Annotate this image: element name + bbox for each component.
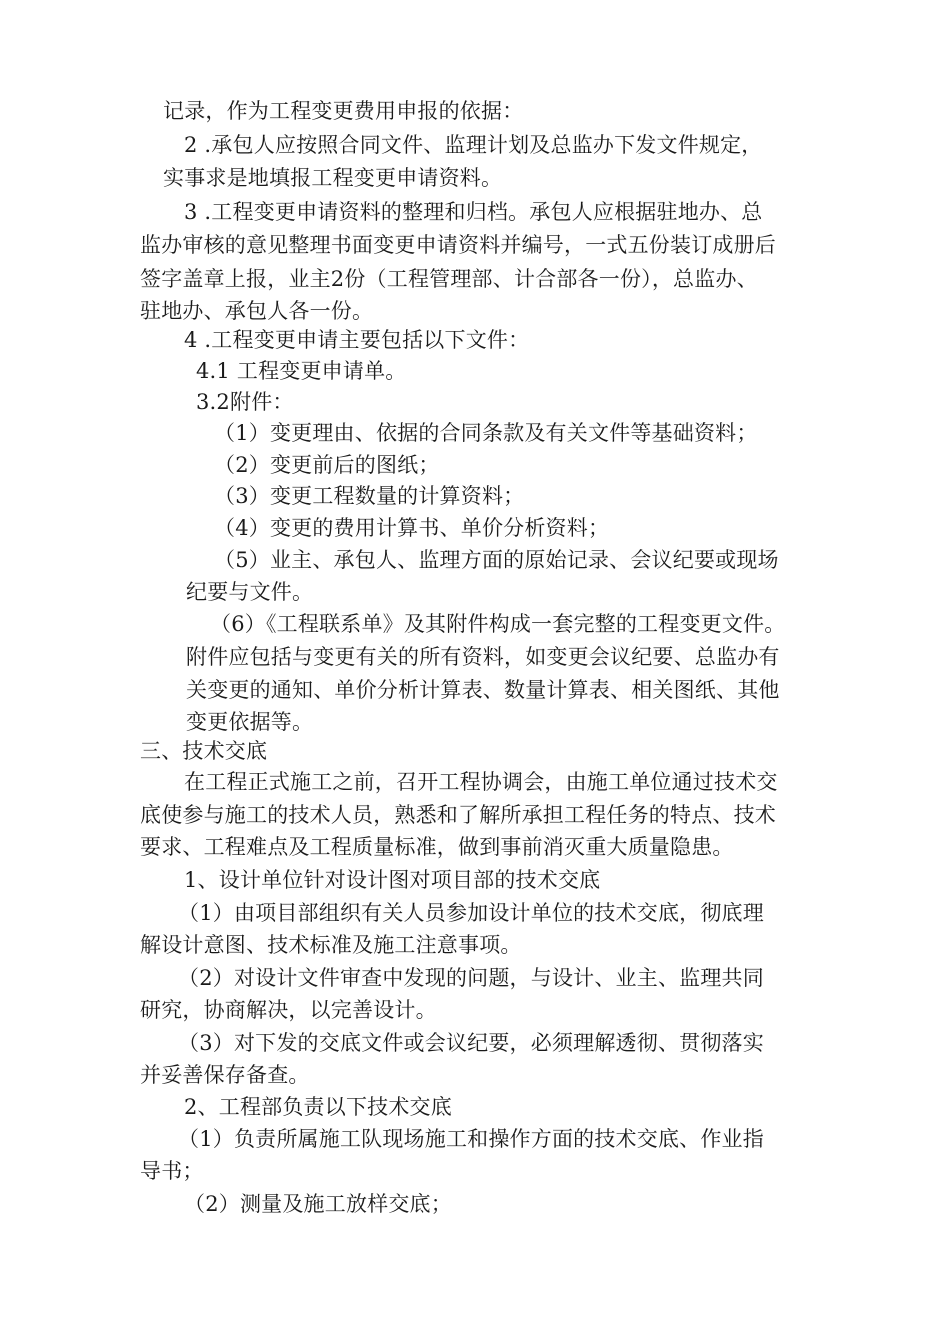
text-line: 4.1 工程变更申请单。 (196, 359, 407, 383)
text-line: （1）由项目部组织有关人员参加设计单位的技术交底，彻底理 (178, 901, 764, 925)
text-line: 并妥善保存备查。 (140, 1063, 310, 1087)
text-line: 3.2附件： (196, 390, 294, 414)
text-line: 纪要与文件。 (186, 580, 314, 604)
text-line: （3）对下发的交底文件或会议纪要，必须理解透彻、贯彻落实 (178, 1031, 764, 1055)
text-line: 变更依据等。 (186, 710, 314, 734)
text-line: 要求、工程难点及工程质量标准，做到事前消灭重大质量隐患。 (140, 835, 734, 859)
text-line: 底使参与施工的技术人员，熟悉和了解所承担工程任务的特点、技术 (140, 803, 776, 827)
text-line: 驻地办、承包人各一份。 (140, 299, 374, 323)
text-line: （2）测量及施工放样交底； (184, 1192, 452, 1216)
text-line: （3）变更工程数量的计算资料； (214, 484, 525, 508)
text-line: 3 .工程变更申请资料的整理和归档。承包人应根据驻地办、总 (184, 200, 763, 224)
text-line: （4）变更的费用计算书、单价分析资料； (214, 516, 610, 540)
text-line: 导书； (140, 1159, 204, 1183)
text-line: 监办审核的意见整理书面变更申请资料并编号，一式五份装订成册后 (140, 233, 776, 257)
text-line: 在工程正式施工之前，召开工程协调会，由施工单位通过技术交 (184, 770, 778, 794)
text-line: 附件应包括与变更有关的所有资料，如变更会议纪要、总监办有 (186, 645, 780, 669)
text-line: （1）变更理由、依据的合同条款及有关文件等基础资料； (214, 421, 758, 445)
text-line: （2）变更前后的图纸； (214, 453, 440, 477)
text-line: 2 .承包人应按照合同文件、监理计划及总监办下发文件规定， (184, 133, 763, 157)
text-line: 实事求是地填报工程变更申请资料。 (163, 166, 503, 190)
text-line: （6）《工程联系单》及其附件构成一套完整的工程变更文件。 (210, 612, 786, 636)
text-line: （1）负责所属施工队现场施工和操作方面的技术交底、作业指 (178, 1127, 764, 1151)
text-line: 关变更的通知、单价分析计算表、数量计算表、相关图纸、其他 (186, 678, 780, 702)
text-line: 解设计意图、技术标准及施工注意事项。 (140, 933, 522, 957)
text-line: 4 .工程变更申请主要包括以下文件： (184, 328, 530, 352)
text-line: 研究，协商解决，以完善设计。 (140, 998, 437, 1022)
text-line: （5）业主、承包人、监理方面的原始记录、会议纪要或现场 (214, 548, 779, 572)
text-line: 签字盖章上报，业主2份（工程管理部、计合部各一份），总监办、 (140, 267, 758, 291)
text-line: 1、设计单位针对设计图对项目部的技术交底 (184, 868, 601, 892)
section-heading: 三、技术交底 (140, 739, 268, 763)
text-line: 记录，作为工程变更费用申报的依据： (163, 99, 524, 123)
text-line: 2、工程部负责以下技术交底 (184, 1095, 452, 1119)
text-line: （2）对设计文件审查中发现的问题，与设计、业主、监理共同 (178, 966, 764, 990)
